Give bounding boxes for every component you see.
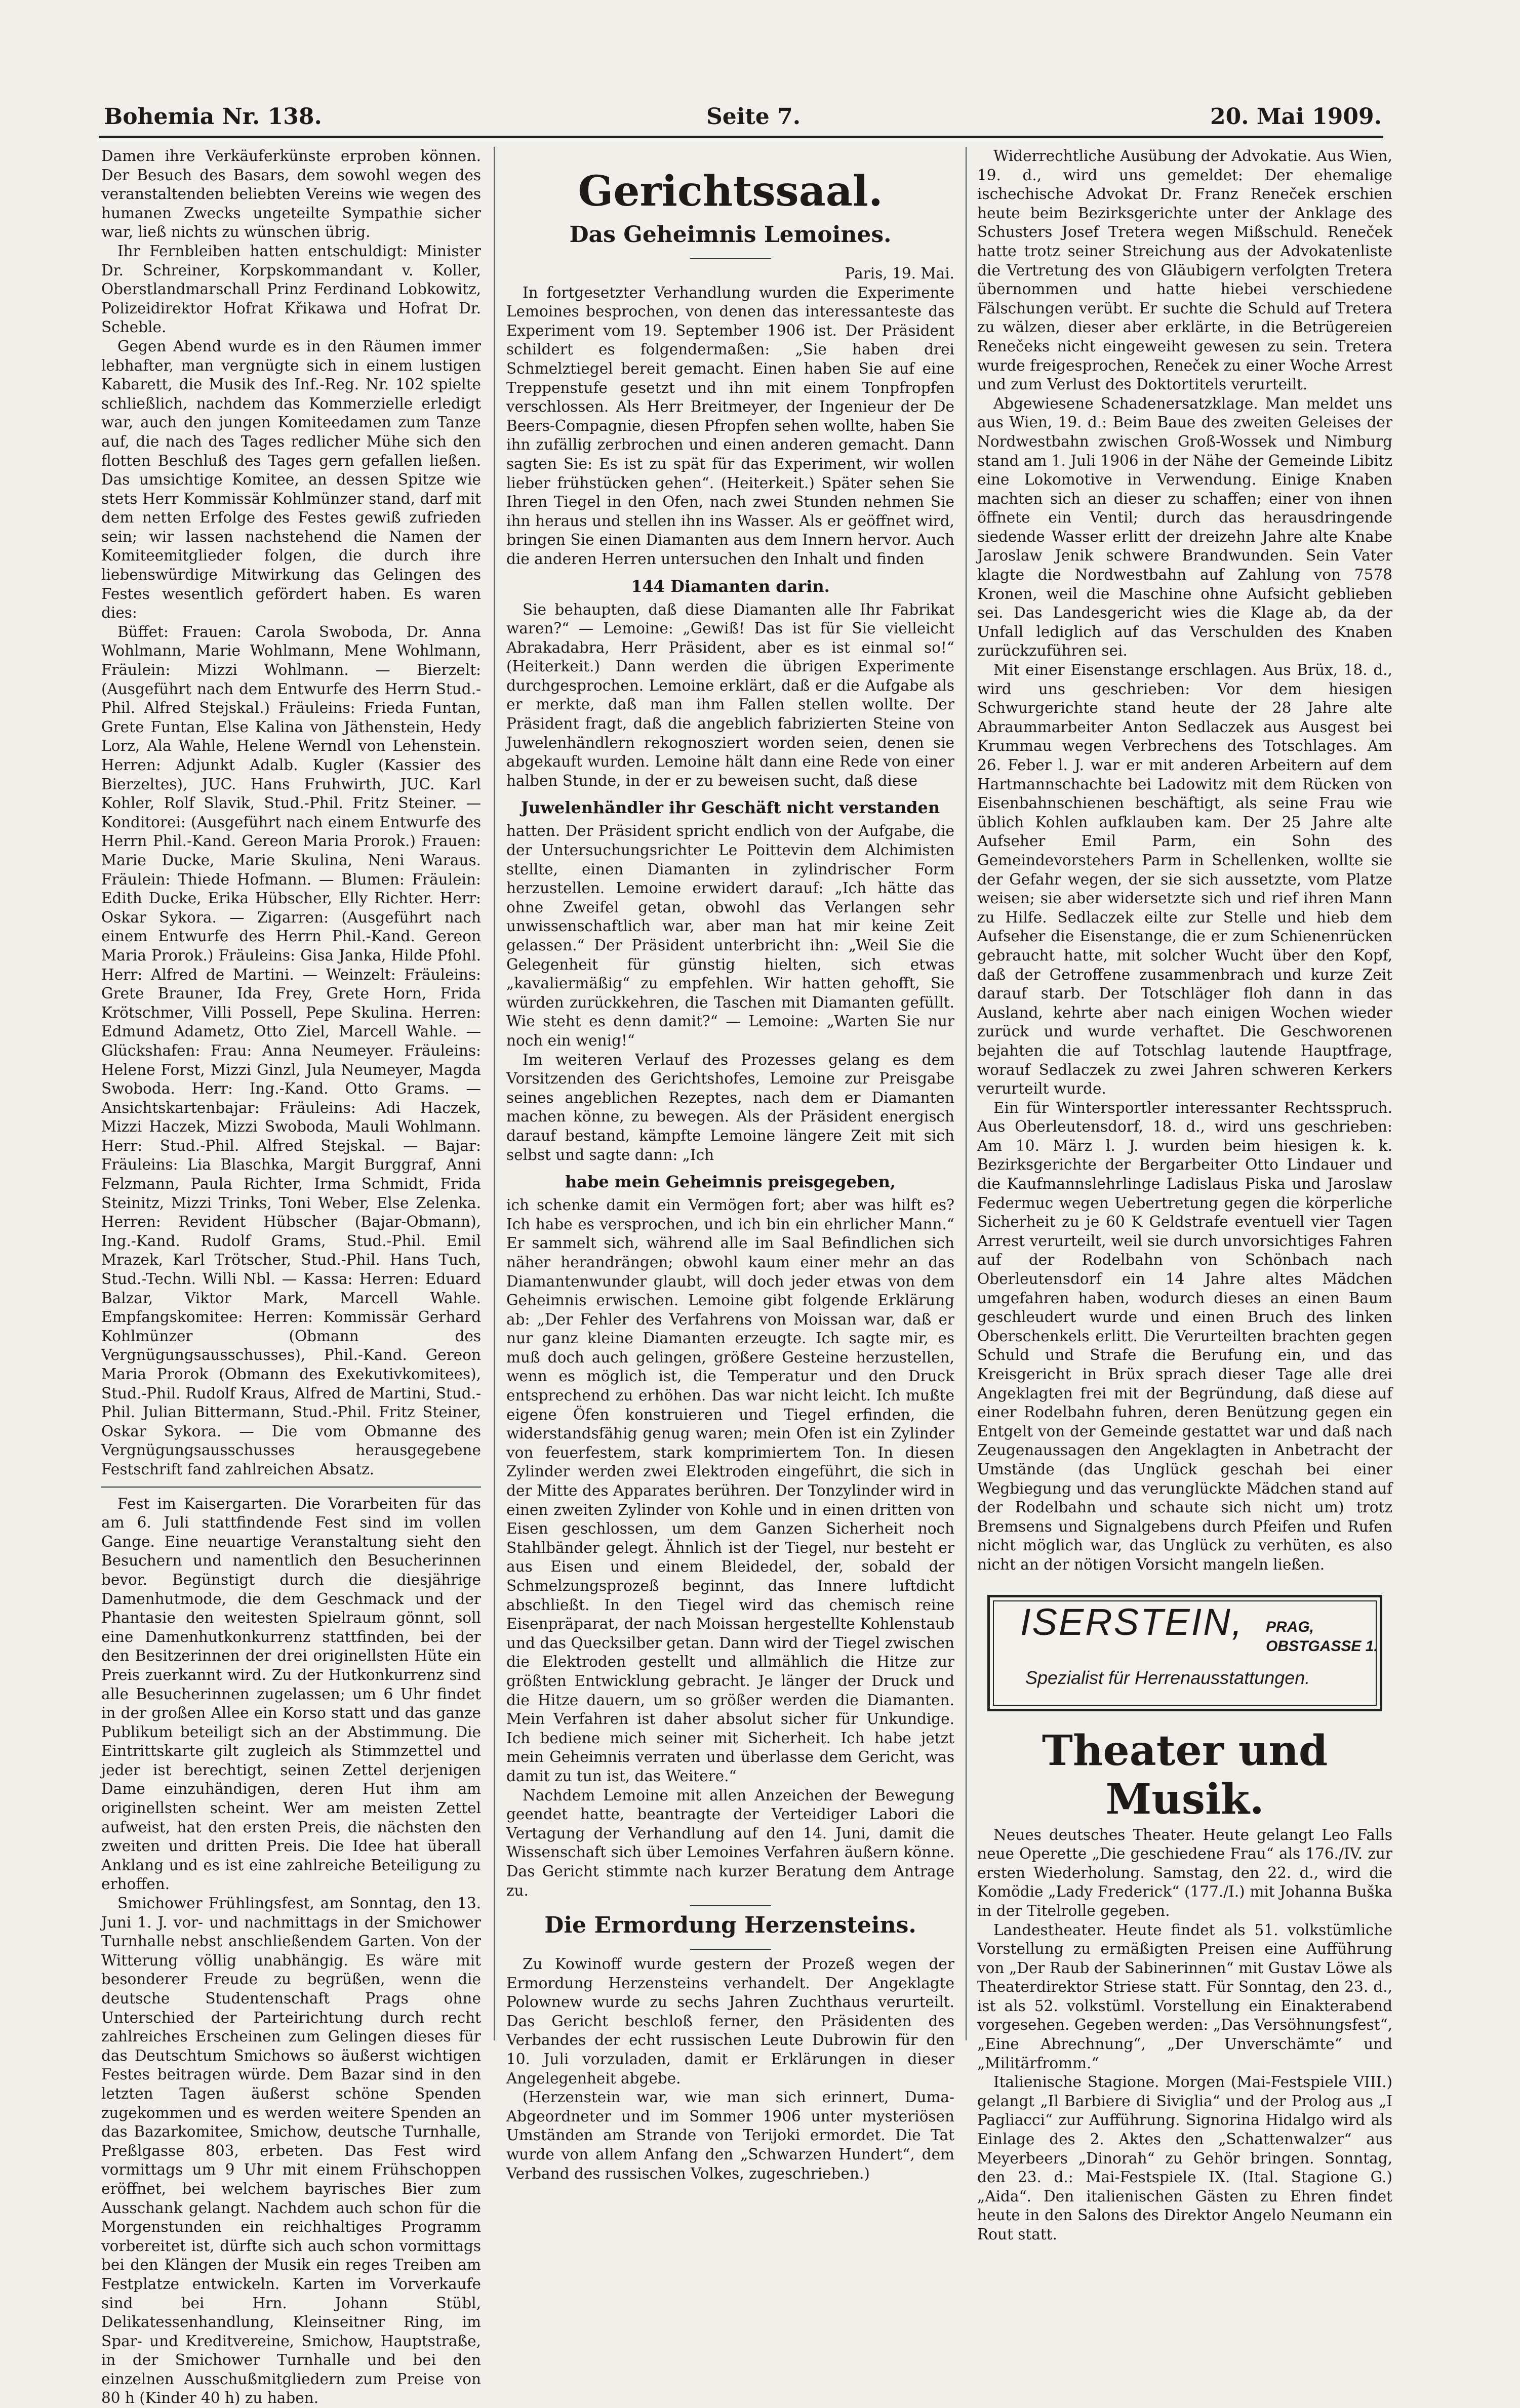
issue-date: 20. Mai 1909. [1210,104,1382,130]
header-rule [99,136,1383,138]
committee-list: Büffet: Frauen: Carola Swoboda, Dr. Anna Wohlmann, Marie Wohlmann, Mene Wohlmann, Fräulein: Mizzi Wohlmann. — Bierzelt: (Ausgeführt nach dem Entwurfe des Herrn Stud.-Phil. Alfred Stejskal.) Fräuleins: Frieda Funtan, Grete Funtan, Else Kalina von Jäthenstein, Hedy Lorz, Ala Wahle, Helene Werndl von Lehenstein. Herren: Adjunkt Adalb. Kugler (Kassier des Bierzeltes), JUC. Hans Fruhwirth, JUC. Karl Kohler, Rolf Slavik, Stud.-Phil. Fritz Steiner. — Konditorei: (Ausgeführt nach einem Entwurfe des Herrn Phil.-Kand. Gereon Maria Prorok.) Frauen: Marie Ducke, Marie Skulina, Neni Waraus. Fräulein: Thiede Hofmann. — Blumen: Fräulein: Edith Ducke, Erika Hübscher, Elly Richter. Herr: Oskar Sykora. — Zigarren: (Ausgeführt nach einem Entwurfe des Herrn Phil.-Kand. Gereon Maria Prorok.) Fräuleins: Gisa Janka, Hilde Pfohl. Herr: Alfred de Martini. — Weinzelt: Fräuleins: Grete Brauner, Ida Frey, Grete Horn, Frida Krötschmer, Villi Possell, Pepe Skulina. Herren: Edmund Adametz, Otto Ziel, Marcell Wahle. — Glückshafen: Frau: Anna Neumeyer. Fräuleins: Helene Forst, Mizzi Ginzl, Jula Neumeyer, Magda Swoboda. Herr: Ing.-Kand. Otto Grams. — Ansichtskartenbajar: Fräuleins: Adi Haczek, Mizzi Haczek, Mizzi Swoboda, Mauli Wohlmann. Herr: Stud.-Phil. Alfred Stejskal. — Bajar: Fräuleins: Lia Blaschka, Margit Burggraf, Anni Felzmann, Paula Richter, Irma Schmidt, Frida Steinitz, Mizzi Trinks, Toni Weber, Else Zelenka. Herren: Revident Hübscher (Bajar-Obmann), Ing.-Kand. Rudolf Grams, Stud.-Phil. Emil Mrazek, Karl Trötscher, Stud.-Phil. Hans Tuch, Stud.-Techn. Willi Nbl. — Kassa: Herren: Eduard Balzar, Viktor Mark, Marcell Wahle. Empfangskomitee: Herren: Kommissär Gerhard Kohlmünzer (Obmann des Vergnügungsausschusses), Phil.-Kand. Gereon Maria Prorok (Obmann des Exekutivkomitees), Stud.-Phil. Rudolf Kraus, Alfred de Martini, Stud.-Phil. Julian Bittermann, Stud.-Phil. Fritz Steiner, Oskar Sykora. — Die vom Obmanne des Vergnügungsausschusses herausgegebene Festschrift fand zahlreichen Absatz. [101,623,481,1478]
article-text: Gegen Abend wurde es in den Räumen immer lebhafter, man vergnügte sich in einem lustigen Kabarett, die Musik des Inf.-Reg. Nr. 102 spielte schließlich, nachdem das Kommerzielle erledigt war, auch den jungen Komiteedamen zum Tanze auf, die nach des Tages redlicher Mühe sich den flotten Beschluß des Tages gern gefallen ließen. Das umsichtige Komitee, an dessen Spitze wie stets Herr Kommissär Kohlmünzer stand, darf mit dem netten Erfolge des Festes gewiß zufrieden sein; wir lassen nachstehend die Namen der Komiteemitglieder folgen, die durch ihre liebenswürdige Mitwirkung das Gelingen des Festes wesentlich gefördert haben. Es waren dies: [101,337,481,622]
article-text: Damen ihre Verkäuferkünste erproben können. Der Besuch des Basars, dem sowohl wegen des veranstaltenden beliebten Vereins wie wegen des humanen Zwecks ungeteilte Sympathie sicher war, ließ nichts zu wünschen übrig. [101,147,481,241]
article-text: Italienische Stagione. Morgen (Mai-Festspiele VIII.) gelangt „Il Barbiere di Siviglia“ und der Prolog aus „I Pagliacci“ zur Aufführung. Signorina Hidalgo wird als Einlage des 2. Aktes den „Schattenwalzer“ aus Meyerbeers „Dinorah“ zu Gehör bringen. Sonntag, den 23. d.: Mai-Festspiele IX. (Ital. Stagione G.) „Aida“. Den italienischen Gästen zu Ehren findet heute in den Salons des Direktor Angelo Neumann ein Rout statt. [977,2073,1392,2243]
article-schadenersatz: Abgewiesene Schadenersatzklage. Man meldet uns aus Wien, 19. d.: Beim Baue des zweiten Geleises der Nordwestbahn zwischen Groß-Wossek und Nimburg stand am 1. Juli 1906 in der Nähe der Gemeinde Libitz eine Lokomotive in Verwendung. Einige Knaben machten sich an dieser zu schaffen; einer von ihnen öffnete ein Ventil; durch das herausdringende siedende Wasser erlitt der dreizehn Jahre alte Knabe Jaroslaw Jenik schwere Brandwunden. Sein Vater klagte die Nordwestbahn auf Zahlung von 7578 Kronen, weil die Maschine ohne Aufsicht geblieben sei. Das Landesgericht wies die Klage ab, da der Unfall lediglich auf das Verschulden des Knaben zurückzuführen sei. [977,394,1392,660]
section-heading: Theater und Musik. [1042,1726,1328,1824]
article-text: In fortgesetzter Verhandlung wurden die Experimente Lemoines besprochen, von denen das interessanteste das Experiment vom 19. September 1906 ist. Der Präsident schildert es folgendermaßen: „Sie haben drei Schmelztiegel bereit gemacht. Einen haben Sie auf eine Treppenstufe gesetzt und ihn mit einem Tonpfropfen verschlossen. Als Herr Breitmeyer, der Ingenieur der De Beers-Compagnie, diesen Pfropfen sehen wollte, haben Sie ihn zufällig zerbrochen und einen anderen gemacht. Dann sagten Sie: Es ist zu spät für das Experiment, wir wollen lieber frühstücken gehen“. (Heiterkeit.) Später sehen Sie Ihren Tiegel in den Ofen, nach zwei Stunden nehmen Sie ihn heraus und stellen ihn ins Wasser. Als er geöffnet wird, bringen Sie einen Diamanten aus dem Innern hervor. Auch die anderen Herren untersuchen den Inhalt und finden [506,284,954,568]
article-headline: Die Ermordung Herzensteins. [544,1912,916,1939]
headline-rule [690,258,771,259]
section-heading: Gerichtssaal. [578,167,883,216]
article-text: Sie behaupten, daß diese Diamanten alle Ihr Fabrikat waren?“ — Lemoine: „Gewiß! Das ist für Sie vielleicht Abrakadabra, Herr Präsident, aber es ist einmal so!“ (Heiterkeit.) Dann werden die übrigen Experimente durchgesprochen. Lemoine erklärt, daß er die Aufgabe als er merkte, daß man ihm Fallen stellen wollte. Der Präsident fragt, daß die angeblich fabrizierten Steine von Juwelenhändlern rekognosziert worden seien, denen sie abgekauft wurden. Lemoine hält dann eine Rede von einer halben Stunde, in der er zu beweisen sucht, daß diese [506,600,954,789]
article-text: Nachdem Lemoine mit allen Anzeichen der Bewegung geendet hatte, beantragte der Verteidiger Labori die Vertagung der Verhandlung auf den 14. Juni, damit die Wissenschaft sich über Lemoines Verfahren äußern könne. Das Gericht stimmte nach kurzer Beratung dem Antrage zu. [506,1786,954,1899]
dateline: Paris, 19. Mai. [845,265,954,282]
newspaper-name: Bohemia Nr. 138. [104,104,322,130]
column-divider-1 [494,147,495,2040]
subheading: habe mein Geheimnis preisgegeben, [565,1172,896,1192]
separator [690,1905,771,1906]
article-text: Landestheater. Heute findet als 51. volkstümliche Vorstellung zu ermäßigten Preisen eine Aufführung von „Der Raub der Sabinerinnen“ mit Gustav Löwe als Theaterdirektor Striese statt. Für Sonntag, den 23. d., ist als 52. volkstüml. Vorstellung ein Einakterabend vorgesehen. Gegeben werden: „Das Versöhnungsfest“, „Eine Abrechnung“, „Der Unverschämte“ und „Militärfromm.“ [977,1921,1392,2072]
column-1 [101,147,481,2407]
ad-tagline: Spezialist für Herrenausstattungen. [1025,1667,1310,1688]
article-wintersport: Ein für Wintersportler interessanter Rechtsspruch. Aus Oberleutensdorf, 18. d., wird uns geschrieben: Am 10. März l. J. wurden beim hiesigen k. k. Bezirksgerichte der Bergarbeiter Otto Lindauer und die Kaufmannslehrlinge Ladislaus Piska und Jaroslaw Federmuc wegen Uebertretung gegen die körperliche Sicherheit zu je 60 K Geldstrafe eventuell vier Tagen Arrest verurteilt, weil sie durch unvorsichtiges Fahren auf der Rodelbahn von Schönbach nach Oberleutensdorf ein 14 Jahre altes Mädchen umgefahren haben, wodurch dieses an einen Baum geschleudert wurde und einen Bruch des linken Oberschenkels erlitt. Die Verurteilten brachten gegen Schuld und Strafe die Berufung ein, und das Kreisgericht in Brüx sprach dieser Tage alle drei Angeklagten frei mit der Begründung, daß diese auf einer Rodelbahn fuhren, deren Benützung gegen ein Entgelt von der Gemeinde gestattet war und daß nach Zeugenaussagen den Angeklagten in Anbetracht der Umstände (das Unglück geschah bei einer Wegbiegung und das verunglückte Mädchen stand auf der Rodelbahn und schaute sich nicht um) trotz Bremsens und Signalgebens durch Pfeifen und Rufen nicht möglich war, das Unglück zu verhüten, es also nicht an der nötigen Vorsicht mangeln ließen. [977,1099,1392,1573]
article-fruehlingsfest: Smichower Frühlingsfest, am Sonntag, den 13. Juni 1. J. vor- und nachmittags in der Smichower Turnhalle nebst anschließendem Garten. Von der Witterung völlig unabhängig. Es wäre mit besonderer Freude zu begrüßen, wenn die deutsche Studentenschaft Prags ohne Unterschied der Parteirichtung durch recht zahlreiches Erscheinen zum Gelingen dieses für das Deutschtum Smichows so äußerst wichtigen Festes beitragen würde. Dem Bazar sind in den letzten Tagen äußerst schöne Spenden zugekommen und es werden weitere Spenden an das Bazarkomitee, Smichow, deutsche Turnhalle, Preßlgasse 803, erbeten. Das Fest wird vormittags um 9 Uhr mit einem Frühschoppen eröffnet, bei welchem bayrisches Bier zum Ausschank gelangt. Nachdem auch schon für die Morgenstunden ein reichhaltiges Programm vorbereitet ist, dürfte sich auch schon vormittags bei den Klängen der Musik ein reges Treiben am Festplatze entwickeln. Karten im Vorverkaufe sind bei Hrn. Johann Stübl, Delikatessenhandlung, Kleinseitner Ring, im Spar- und Kreditvereine, Smichow, Hauptstraße, in der Smichower Turnhalle und bei den einzelnen Ausschußmitgliedern zum Preise von 80 h (Kinder 40 h) zu haben. [101,1895,481,2407]
article-text: (Herzenstein war, wie man sich erinnert, Duma-Abgeordneter und im Sommer 1906 unter mysteriösen Umständen am Strande von Terijoki ermordet. Die Tat wurde von allem Anfang den „Schwarzen Hundert“, dem Verband des russischen Volkes, zugeschrieben.) [506,2089,954,2182]
article-headline: Das Geheimnis Lemoines. [569,222,892,248]
column-divider-2 [966,147,967,2040]
advertisement-box [987,1595,1382,1711]
article-advokatie: Widerrechtliche Ausübung der Advokatie. Aus Wien, 19. d., wird uns gemeldet: Der ehemalige ischechische Advokat Dr. Franz Reneček erschien heute beim Bezirksgerichte unter der Anklage des Schusters Josef Tretera wegen Mißschuld. Reneček hatte trotz seiner Streichung aus der Advokatenliste die Vertretung des von Gläubigern verfolgten Tretera übernommen und hatte hiebei verschiedene Fälschungen verübt. Er suchte die Schuld auf Tretera zu wälzen, dieser aber erklärte, in die Betrügereien Renečeks nicht eingeweiht gewesen zu sein. Tretera wurde freigesprochen, Reneček zu einer Woche Arrest und zum Verlust des Doktortitels verurteilt. [977,147,1392,393]
article-text: Im weiteren Verlauf des Prozesses gelang es dem Vorsitzenden des Gerichtshofes, Lemoine zur Preisgabe seines angeblichen Rezeptes, nach dem er Diamanten machen könne, zu bewegen. Als der Präsident energisch darauf bestand, kämpfte Lemoine längere Zeit mit sich selbst und sagte dann: „Ich [506,1051,954,1163]
subheading: Juwelenhändler ihr Geschäft nicht verstanden [521,798,940,818]
article-text: ich schenke damit ein Vermögen fort; aber was hilft es? Ich habe es versprochen, und ich bin ein ehrlicher Mann.“ Er sammelt sich, während alle im Saal Befindlichen sich näher herandrängen; obwohl kaum einer mehr an das Diamantenwunder glaubt, will doch jeder etwas von dem Geheimnis erwischen. Lemoine gibt folgende Erklärung ab: „Der Fehler des Verfahrens von Moissan war, daß er nur ganz kleine Diamanten erzeugte. Ich sagte mir, es muß doch auch gelingen, größere Gesteine herzustellen, wenn es möglich ist, die Temperatur und den Druck entsprechend zu erhöhen. Das war nicht leicht. Ich mußte eigene Öfen konstruieren und Tiegel erfinden, die widerstandsfähig genug waren; mein Ofen ist ein Zylinder von feuerfestem, stark komprimiertem Ton. In diesen Zylinder werden zwei Elektroden eingeführt, die sich in der Mitte des Apparates berühren. Der Tonzylinder wird in einen zweiten Zylinder von Kohle und in einen dritten von Eisen geschlossen, um dem Ganzen Sicherheit noch Stahlbänder gelegt. Ähnlich ist der Tiegel, nur besteht er aus Eisen und einem Bleidedel, der, sobald der Schmelzungsprozeß beginnt, das Innere luftdicht abschließt. In den Tiegel wird das chemisch reine Eisenpräparat, der nach Moissan hergestellte Kohlenstaub und das Quecksilber getan. Dann wird der Tiegel zwischen die Elektroden gestellt und allmählich die Hitze zur größten Entwicklung gebracht. Je länger der Druck und die Hitze dauern, um so größer werden die Diamanten. Mein Verfahren ist daher absolut sicher für Unkundige. Ich bediene mich seiner mit Sicherheit. Ich habe jetzt mein Geheimnis verraten und überlasse dem Gericht, was damit zu tun ist, das Weitere.“ [506,1196,954,1785]
page-number: Seite 7. [706,104,801,130]
article-eisenstange: Mit einer Eisenstange erschlagen. Aus Brüx, 18. d., wird uns geschrieben: Vor dem hiesigen Schwurgerichte stand heute der 28 Jahre alte Abraummarbeiter Anton Sedlaczek aus Ausgest bei Krummau wegen Verbrechens des Totschlages. Am 26. Feber l. J. war er mit anderen Arbeitern auf dem Hartmannschachte bei Ladowitz mit dem Rücken von Eisenbahnschienen beschäftigt, als seine Frau wie üblich Kohlen aufklauben kam. Der 25 Jahre alte Aufseher Emil Parm, ein Sohn des Gemeindevorstehers Parm in Schellenken, wollte sie der Gefahr wegen, der sie sich aussetzte, vom Platze weisen; sie aber widersetzte sich und rief ihren Mann zu Hilfe. Sedlaczek eilte zur Stelle und hieb dem Aufseher die Eisenstange, die er zum Schienenrücken gebraucht hatte, mit solcher Wucht über den Kopf, daß der Getroffene zusammenbrach und kurze Zeit darauf starb. Der Totschläger floh dann in das Ausland, kehrte aber nach einigen Wochen wieder zurück und wurde verhaftet. Die Geschworenen bejahten die auf Totschlag lautende Hauptfrage, worauf Sedlaczek zu zwei Jahren schweren Kerkers verurteilt wurde. [977,661,1392,1098]
ad-brand: ISERSTEIN, [1020,1600,1244,1643]
column-3 [977,147,1392,2243]
article-text: Zu Kowinoff wurde gestern der Prozeß wegen der Ermordung Herzensteins verhandelt. Der Angeklagte Polownew wurde zu sechs Jahren Zuchthaus verurteilt. Das Gericht beschloß ferner, den Präsidenten des Verbandes der echt russischen Leute Dubrowin für den 10. Juli vorzuladen, damit er Erklärungen in dieser Angelegenheit abgebe. [506,1955,954,2087]
article-text: hatten. Der Präsident spricht endlich von der Aufgabe, die der Untersuchungsrichter Le Poittevin dem Alchimisten stellte, einen Diamanten in zylindrischer Form herzustellen. Lemoine erwidert darauf: „Ich hätte das ohne Zweifel getan, obwohl das Verlangen sehr unwissenschaftlich war, aber man hat mir keine Zeit gelassen.“ Der Präsident unterbricht ihn: „Weil Sie die Gelegenheit für günstig hielten, sich etwas „kavaliermäßig“ zu empfehlen. Wir hatten gehofft, Sie würden zurückkehren, die Taschen mit Diamanten gefüllt. Wie steht es denn damit?“ — Lemoine: „Warten Sie nur noch ein wenig!“ [506,822,954,1049]
ad-address [1266,1618,1378,1656]
article-text: Ihr Fernbleiben hatten entschuldigt: Minister Dr. Schreiner, Korpskommandant v. Koller, Oberstlandmarschall Prinz Ferdinand Lobkowitz, Polizeidirektor Hofrat Křikawa und Hofrat Dr. Scheble. [101,242,481,336]
article-text: Neues deutsches Theater. Heute gelangt Leo Falls neue Operette „Die geschiedene Frau“ als 176./IV. zur ersten Wiederholung. Samstag, den 22. d., wird die Komödie „Lady Frederick“ (177./I.) mit Johanna Buška in der Titelrolle gegeben. [977,1826,1392,1919]
article-kaisergarten: Fest im Kaisergarten. Die Vorarbeiten für das am 6. Juli stattfindende Fest sind im vollen Gange. Eine neuartige Veranstaltung sieht den Besuchern und namentlich den Besucherinnen bevor. Begünstigt durch die diesjährige Damenhutmode, die dem Geschmack und der Phantasie den weitesten Spielraum gönnt, soll eine Damenhutkonkurrenz stattfinden, bei der den Besitzerinnen der drei originellsten Hüte ein Preis zuerkannt wird. Zu der Hutkonkurrenz sind alle Besucherinnen zugelassen; um 6 Uhr findet in der großen Allee ein Korso statt und das ganze Publikum beteiligt sich an der Abstimmung. Die Eintrittskarte gilt zugleich als Stimmzettel und jeder ist berechtigt, seinen Zettel derjenigen Dame einzuhändigen, deren Hut ihm am originellsten scheint. Wer am meisten Zettel aufweist, hat den ersten Preis, die nächsten den zweiten und dritten Preis. Die Idee hat überall Anklang und es ist eine zahlreiche Beteiligung zu erhoffen. [101,1495,481,1893]
ad-city: PRAG, [1266,1618,1314,1635]
column-2 [506,147,954,2182]
subheading: 144 Diamanten darin. [631,576,830,596]
headline-rule [690,1949,771,1950]
separator [101,1487,481,1488]
ad-street: OBSTGASSE 1. [1266,1637,1378,1655]
